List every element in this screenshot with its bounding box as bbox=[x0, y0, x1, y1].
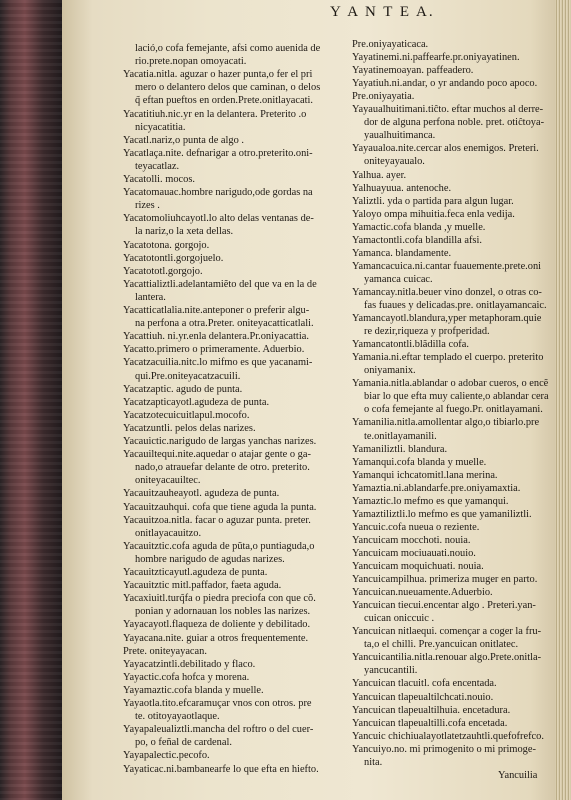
entry-headline: Yayaualhuitimani.tiĉto. eftar muchos al derre- bbox=[352, 104, 544, 116]
entry-headline: Yamaztia.ni.ablandarfe.pre.oniyamaxtia. bbox=[352, 482, 521, 494]
entry-headline: Yamania.ni.eftar templado el cuerpo. preterito bbox=[352, 352, 544, 364]
entry-headline: Yancuican tlapeualtilchcati.nouio. bbox=[352, 691, 494, 703]
entry-continuation: ponian y adornauan los nobles las narizes. bbox=[135, 606, 311, 618]
entry-headline: Yamanqui.cofa blanda y muelle. bbox=[352, 456, 487, 468]
entry-headline: Yancuicampilhua. primeriza muger en parto. bbox=[352, 574, 538, 586]
entry-headline: Yamanca. blandamente. bbox=[352, 247, 452, 259]
entry-headline: Yancuicam mocchoti. nouia. bbox=[352, 534, 471, 546]
entry-headline: Yamanqui ichcatomitl.lana merina. bbox=[352, 469, 498, 481]
entry-headline: Yancuican tlapeualtilli.cofa encetada. bbox=[352, 717, 508, 729]
entry-continuation: lantera. bbox=[135, 291, 166, 303]
entry-headline: Yacatomoliuhcayotl.lo alto delas ventanas de- bbox=[123, 213, 314, 225]
entry-continuation: yamanca cuicac. bbox=[364, 273, 433, 285]
running-header: Y A N T E A. bbox=[330, 4, 435, 20]
entry-continuation: re dezir,riqueza y profperidad. bbox=[364, 326, 490, 338]
entry-headline: Yacatotontli.gorgojuelo. bbox=[123, 252, 224, 264]
entry-headline: Yayacana.nite. guiar a otros frequentemente. bbox=[123, 632, 309, 644]
entry-headline: Yamaztic.lo mefmo es que yamanqui. bbox=[352, 495, 509, 507]
entry-continuation: nado,o atrauefar delante de otro. preterito. bbox=[135, 462, 310, 474]
entry-headline: Yamaniliztli. blandura. bbox=[352, 443, 448, 455]
entry-headline: Yacaxiuitl.turq̃fa o piedra preciofa con que cõ. bbox=[123, 593, 316, 605]
entry-headline: Yancuic.cofa nueua o reziente. bbox=[352, 521, 480, 533]
entry-headline: Yayaualoa.nite.cercar alos enemigos. Preteri. bbox=[352, 143, 539, 155]
entry-headline: Yacauitztic.cofa aguda de pũta,o puntiaguda,o bbox=[123, 540, 315, 552]
entry-continuation: te. otitoyayaotlaque. bbox=[135, 711, 220, 723]
entry-continuation: nicyacatitia. bbox=[135, 121, 186, 133]
entry-headline: Yamaztiliztli.lo mefmo es que yamaniliztli. bbox=[352, 508, 532, 520]
entry-headline: Yamactontli.cofa blandilla afsi. bbox=[352, 234, 482, 246]
entry-headline: Yancuican tiecui.encentar algo . Preteri.yan- bbox=[352, 600, 536, 612]
page-fore-edge bbox=[555, 0, 571, 800]
entry-continuation: na perfona a otra.Preter. oniteyacatticatlali. bbox=[135, 318, 314, 330]
entry-headline: Pre.oniyayaticaca. bbox=[352, 39, 429, 50]
entry-continuation: yancucantili. bbox=[364, 665, 418, 677]
entry-continuation: onitlayacauitzo. bbox=[135, 527, 202, 539]
entry-headline: Yancuicam moquichuati. nouia. bbox=[352, 561, 484, 572]
entry-headline: Yamancayotl.blandura,yper metaphoram.quie bbox=[352, 313, 542, 325]
entry-headline: Yayapaleualiztli.mancha del roftro o del cuer- bbox=[123, 724, 314, 736]
entry-headline: Yayamaztic.cofa blanda y muelle. bbox=[123, 684, 264, 696]
entry-headline: Yacattializtli.adelantamiẽto del que va en la de bbox=[123, 278, 317, 290]
entry-continuation: mero o delantero delos que caminan, o delos bbox=[135, 82, 321, 94]
entry-continuation: o cofa femejante al fuego.Pr. onitlayamani. bbox=[364, 404, 543, 416]
entry-headline: Yamanilia.nitla.amollentar algo,o tibiarlo.pre bbox=[352, 417, 540, 429]
entry-continuation: te.onitlayamanili. bbox=[364, 430, 437, 442]
entry-continuation: oniteyacauiltec. bbox=[135, 475, 201, 487]
catchword: Yancuilia bbox=[498, 770, 538, 781]
entry-headline: Yacatia.nitla. aguzar o hazer punta,o fer el pri bbox=[123, 69, 313, 81]
entry-headline: Yacatolli. mocos. bbox=[123, 174, 195, 185]
entry-headline: Yacauitzauheayotl. agudeza de punta. bbox=[123, 488, 280, 500]
entry-headline: Yancuican tlacuitl. cofa encentada. bbox=[352, 678, 497, 690]
entry-headline: Yacatzuntli. pelos delas narizes. bbox=[123, 422, 256, 434]
entry-continuation: cuican oniccuic . bbox=[364, 613, 435, 625]
entry-headline: Yacauitzoa.nitla. facar o aguzar punta. preter. bbox=[123, 514, 311, 526]
entry-continuation: po, o feñal de cardenal. bbox=[135, 737, 232, 749]
entry-headline: Yancuican tlapeualtilhuia. encetadura. bbox=[352, 704, 511, 716]
entry-headline: Yayaotla.tito.efcaramuçar vnos con otros. pre bbox=[123, 698, 312, 709]
entry-headline: Yayacayotl.flaqueza de doliente y debilitado. bbox=[123, 619, 311, 631]
entry-headline: Yaloyo ompa mihuitia.feca enla vedija. bbox=[352, 208, 515, 220]
entry-headline: Yayatinemi.ni.paffearfe.pr.oniyayatinen. bbox=[352, 52, 520, 64]
entry-continuation: rizes . bbox=[135, 200, 160, 212]
entry-continuation: lació,o cofa femejante, afsi como auenida de bbox=[135, 43, 321, 54]
entry-headline: Yancuican nitlaequi. començar a coger la fru- bbox=[352, 626, 542, 638]
entry-headline: Yancuic chichiualayotlatetzauhtli.quefofrefco. bbox=[352, 730, 544, 742]
entry-headline: Yacatzapticayotl.agudeza de punta. bbox=[123, 396, 270, 408]
entry-headline: Yacatotona. gorgojo. bbox=[123, 239, 210, 251]
entry-headline: Yalhuayuua. antenoche. bbox=[352, 182, 452, 194]
entry-headline: Yayapalectic.pecofo. bbox=[123, 750, 210, 762]
entry-continuation: oniyamanix. bbox=[364, 365, 416, 377]
entry-headline: Yacatototl.gorgojo. bbox=[123, 265, 203, 277]
entry-headline: Yancuiyo.no. mi primogenito o mi primoge- bbox=[352, 743, 536, 755]
entry-continuation: la nariz,o la xeta dellas. bbox=[135, 226, 234, 238]
entry-headline: Yacauitztic mitl.paffador, faeta aguda. bbox=[123, 580, 282, 592]
entry-continuation: biar lo que efta muy caliente,o ablandar cera bbox=[364, 391, 549, 403]
entry-continuation: dor de alguna perfona noble. pret. otiĉtoya- bbox=[364, 117, 545, 129]
entry-headline: Yacatzacuilia.nitc.lo mifmo es que yacanami- bbox=[123, 357, 313, 369]
entry-headline: Yacatitiuh.nic.yr en la delantera. Preterito .o bbox=[123, 108, 307, 120]
entry-headline: Yacatzaptic. agudo de punta. bbox=[123, 383, 243, 395]
entry-headline: Yacatzotecuicuitlapul.mocofo. bbox=[123, 409, 250, 421]
entry-continuation: ta,o el chilli. Pre.yancuican onitlatec. bbox=[364, 639, 519, 651]
entry-headline: Yalhua. ayer. bbox=[352, 169, 407, 181]
entry-headline: Yacauictic.narigudo de largas yanchas narizes. bbox=[123, 436, 317, 447]
entry-headline: Yacauitzticayutl.agudeza de punta. bbox=[123, 567, 268, 578]
entry-headline: Yayactic.cofa hofca y morena. bbox=[123, 671, 250, 683]
entry-headline: Yacauitzauhqui. cofa que tiene aguda la punta. bbox=[123, 501, 317, 513]
entry-headline: Yamancacuica.ni.cantar fuauemente.prete.oni bbox=[352, 260, 542, 272]
entry-headline: Yancuican.nueuamente.Aduerbio. bbox=[352, 587, 493, 599]
entry-headline: Prete. oniteyayacan. bbox=[123, 645, 207, 657]
entry-headline: Yacatomauac.hombre narigudo,ode gordas na bbox=[123, 187, 313, 199]
entry-headline: Yancuicantilia.nitla.renouar algo.Prete.onitla- bbox=[352, 652, 542, 664]
entry-headline: Yacatl.nariz,o punta de algo . bbox=[123, 134, 244, 146]
entry-headline: Yamancatontli.blãdilla cofa. bbox=[352, 339, 469, 351]
entry-headline: Yayatinemoayan. paffeadero. bbox=[352, 65, 474, 77]
entry-headline: Yacatlaça.nite. defnarigar a otro.preterito.oni- bbox=[123, 147, 313, 159]
entry-headline: Yamania.nitla.ablandar o adobar cueros, o encẽ bbox=[352, 378, 549, 390]
entry-continuation: q̃ eftan pueftos en orden.Prete.onitlayacati. bbox=[135, 95, 314, 107]
entry-headline: Yacatticatlalia.nite.anteponer o preferir algu- bbox=[123, 305, 310, 316]
entry-headline: Yacatto.primero o primeramente. Aduerbio. bbox=[123, 344, 305, 356]
entry-continuation: nita. bbox=[364, 756, 383, 768]
entry-headline: Yayaticac.ni.bambanearfe lo que efta en hiefto. bbox=[123, 763, 319, 775]
entry-continuation: hombre narigudo de agudas narizes. bbox=[135, 553, 285, 565]
entry-continuation: rio.prete.nopan omoyacati. bbox=[135, 56, 247, 68]
entry-continuation: teyacatlaz. bbox=[135, 160, 180, 172]
entry-headline: Yamancay.nitla.beuer vino donzel, o otras co- bbox=[352, 286, 542, 298]
book-binding-edge bbox=[0, 0, 62, 800]
entry-headline: Yayacatzintli.debilitado y flaco. bbox=[123, 658, 256, 670]
entry-continuation: fas fuaues y delicadas.pre. onitlayamancaic. bbox=[364, 300, 547, 311]
entry-continuation: oniteyayaualo. bbox=[364, 156, 425, 168]
entry-headline: Yancuicam mociuauati.nouio. bbox=[352, 547, 476, 559]
entry-headline: Yayatiuh.ni.andar, o yr andando poco apoco. bbox=[352, 78, 538, 90]
entry-headline: Yacattiuh. ni.yr.enla delantera.Pr.oniyacattia. bbox=[123, 331, 309, 343]
entry-continuation: yaualhuitimanca. bbox=[364, 130, 436, 142]
entry-headline: Yaliztli. yda o partida para algun lugar. bbox=[352, 195, 514, 207]
entry-headline: Yacauiltequi.nite.aquedar o atajar gente o ga- bbox=[123, 449, 311, 461]
entry-headline: Pre.oniyayatia. bbox=[352, 91, 415, 103]
entry-headline: Yamactic.cofa blanda ,y muelle. bbox=[352, 221, 486, 233]
entry-continuation: qui.Pre.oniteyacatzacuili. bbox=[135, 370, 241, 382]
